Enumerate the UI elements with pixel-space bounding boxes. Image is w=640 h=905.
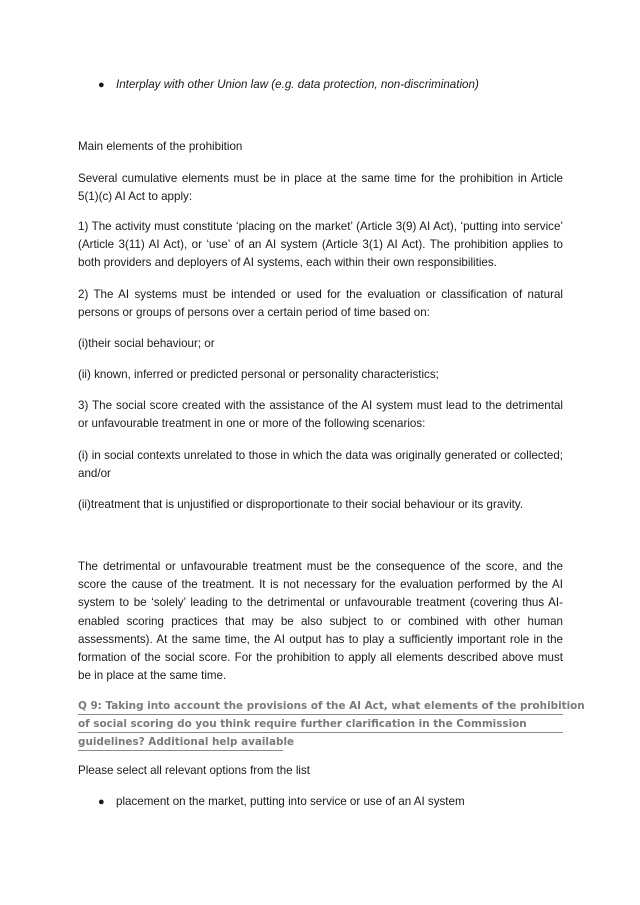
question-line-2: of social scoring do you think require further clarification in the Commission <box>78 716 563 733</box>
bullet-icon: ● <box>98 796 105 808</box>
question-line-1: Q 9: Taking into account the provisions of the AI Act, what elements of the prohibition <box>78 698 563 715</box>
question-9 <box>78 698 585 752</box>
paragraph-4: The detrimental or unfavourable treatment must be the consequence of the score, and the score the cause of the treatment. It is not necessary for the evaluation performed by the AI system to be ‘solely’ leading to the detrimental or unfavourable treatment (covering thus AI-enabled scoring practices that may be also subject to or combined with other human assessments). At the same time, the AI output has to play a sufficiently important role in the formation of the social score. For the prohibition to apply all elements described above must be in place at the same time. <box>78 560 563 683</box>
instruction-text: Please select all relevant options from the list <box>78 764 310 777</box>
paragraph-3-item-ii: (ii)treatment that is unjustified or disproportionate to their social behaviour or its gravity. <box>78 498 524 511</box>
bullet-text: Interplay with other Union law (e.g. data protection, non-discrimination) <box>116 78 479 91</box>
paragraph-1: 1) The activity must constitute ‘placing on the market’ (Article 3(9) AI Act), ‘putting into service’ (Article 3(11) AI Act), or ‘use’ of an AI system (Article 3(1) AI Act). The prohibition applies to both providers and deployers of AI systems, each within their own responsibilities. <box>78 220 563 270</box>
paragraph-3: 3) The social score created with the assistance of the AI system must lead to the detrimental or unfavourable treatment in one or more of the following scenarios: <box>78 399 563 431</box>
question-line-3: guidelines? Additional help available <box>78 734 283 751</box>
option-label: placement on the market, putting into service or use of an AI system <box>116 795 465 808</box>
bullet-icon: ● <box>98 79 105 91</box>
paragraph-3-item-i: (i) in social contexts unrelated to those in which the data was originally generated or collected; and/or <box>78 449 563 481</box>
paragraph-2-item-ii: (ii) known, inferred or predicted personal or personality characteristics; <box>78 368 439 381</box>
paragraph-2-item-i: (i)their social behaviour; or <box>78 337 215 350</box>
section-heading: Main elements of the prohibition <box>78 140 243 153</box>
intro-paragraph: Several cumulative elements must be in place at the same time for the prohibition in Article 5(1)(c) AI Act to apply: <box>78 172 563 204</box>
paragraph-2: 2) The AI systems must be intended or used for the evaluation or classification of natural persons or groups of persons over a certain period of time based on: <box>78 288 563 320</box>
